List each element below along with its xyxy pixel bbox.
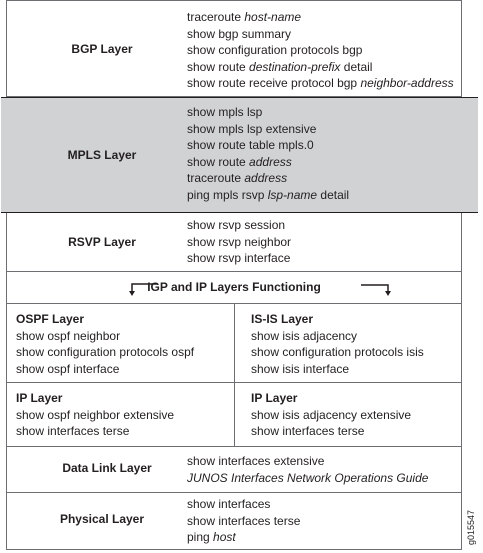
command-text: show mpls lsp extensive (187, 121, 317, 136)
command-text: ping (187, 530, 214, 544)
right-down-arrow-icon (359, 281, 393, 297)
command-argument: address (249, 154, 292, 169)
bgp-layer-label: BGP Layer (71, 42, 133, 56)
command-line (187, 154, 349, 171)
command-text: show route receive protocol bgp (187, 76, 361, 90)
command-line (16, 344, 194, 361)
command-line (251, 328, 424, 345)
ospf-block (16, 311, 194, 377)
command-line (187, 187, 349, 204)
command-text: show configuration protocols isis (251, 345, 424, 359)
ip-right-block (251, 390, 411, 440)
command-line (187, 121, 349, 138)
igp-heading-label: IGP and IP Layers Functioning (147, 280, 321, 294)
datalink-layer-label: Data Link Layer (62, 461, 152, 475)
datalink-command-list (187, 453, 428, 486)
command-text: show interfaces extensive (187, 454, 325, 468)
command-line (187, 75, 454, 92)
igp-heading-row (7, 272, 461, 304)
ip-left-command-list (16, 407, 174, 440)
physical-layer-row (7, 493, 461, 549)
command-argument: neighbor-address (360, 76, 454, 90)
command-argument: destination-prefix (249, 59, 341, 74)
command-line (16, 407, 174, 424)
rsvp-layer-row (7, 213, 461, 272)
isis-command-list (251, 328, 424, 378)
ip-left-title: IP Layer (16, 391, 63, 405)
isis-block (251, 311, 424, 377)
command-line (187, 250, 291, 267)
command-text: show rsvp interface (187, 251, 291, 265)
command-line (187, 137, 349, 154)
command-text: show interfaces terse (16, 424, 130, 438)
command-text: show ospf interface (16, 361, 120, 376)
command-line (187, 217, 291, 234)
datalink-layer-row (7, 447, 461, 493)
command-text: show bgp summary (187, 26, 292, 41)
mpls-layer-row (1, 97, 478, 213)
command-line (251, 423, 411, 440)
command-line (187, 104, 349, 121)
command-line (16, 361, 194, 378)
command-text: show route (187, 154, 250, 169)
command-text: traceroute (187, 171, 245, 185)
command-text: traceroute (187, 10, 245, 24)
command-text: show route (187, 59, 250, 74)
rsvp-layer-label: RSVP Layer (68, 235, 136, 249)
command-line (187, 9, 454, 26)
command-line (16, 423, 174, 440)
ospf-command-list (16, 328, 194, 378)
command-text: show isis adjacency extensive (251, 407, 412, 422)
physical-command-list (187, 496, 300, 546)
command-text: show ospf neighbor (16, 328, 121, 343)
layer-diagram (6, 0, 462, 550)
command-text: show interfaces (187, 497, 271, 511)
command-text: show isis interface (251, 361, 350, 376)
column-divider (234, 304, 235, 382)
command-line (187, 26, 454, 43)
command-text: show interfaces terse (251, 424, 365, 438)
ip-layers-row (7, 383, 461, 447)
command-argument: address (244, 171, 288, 185)
command-text: show interfaces terse (187, 513, 301, 528)
bgp-layer-row (7, 1, 461, 97)
command-line (187, 470, 428, 487)
command-text: show mpls lsp (187, 105, 263, 119)
command-line (187, 453, 428, 470)
mpls-command-list (187, 104, 349, 203)
ospf-isis-row (7, 304, 461, 383)
command-line (187, 234, 291, 251)
command-text: show rsvp session (187, 218, 286, 232)
command-argument: lsp-name (267, 187, 318, 202)
rsvp-command-list (187, 217, 291, 267)
command-line (187, 513, 300, 530)
command-argument: host-name (244, 10, 302, 24)
command-line (187, 59, 454, 76)
command-text: show configuration protocols bgp (187, 43, 363, 57)
left-down-arrow-icon (127, 281, 159, 297)
command-text: show ospf neighbor extensive (16, 407, 175, 422)
command-line (251, 344, 424, 361)
command-line (187, 496, 300, 513)
command-line (251, 407, 411, 424)
ospf-layer-title: OSPF Layer (16, 312, 85, 326)
command-argument: JUNOS Interfaces Network Operations Guide (187, 470, 429, 485)
command-line (187, 170, 349, 187)
command-text: detail (317, 187, 350, 202)
ip-left-block (16, 390, 174, 440)
bgp-command-list (187, 9, 454, 92)
command-line (16, 328, 194, 345)
command-line (251, 361, 424, 378)
ip-right-title: IP Layer (251, 391, 298, 405)
figure-id: g015547 (466, 509, 476, 545)
command-text: show route table mpls.0 (187, 138, 314, 152)
command-text: show configuration protocols ospf (16, 345, 195, 359)
column-divider (234, 383, 235, 446)
command-text: show isis adjacency (251, 328, 358, 343)
isis-layer-title: IS-IS Layer (251, 312, 314, 326)
command-line (187, 529, 300, 546)
command-text: ping mpls rsvp (187, 187, 268, 202)
command-line (187, 42, 454, 59)
ip-right-command-list (251, 407, 411, 440)
mpls-layer-label: MPLS Layer (67, 148, 137, 162)
physical-layer-label: Physical Layer (59, 512, 145, 526)
command-text: detail (340, 59, 373, 74)
command-text: show rsvp neighbor (187, 234, 292, 249)
command-argument: host (213, 530, 236, 544)
